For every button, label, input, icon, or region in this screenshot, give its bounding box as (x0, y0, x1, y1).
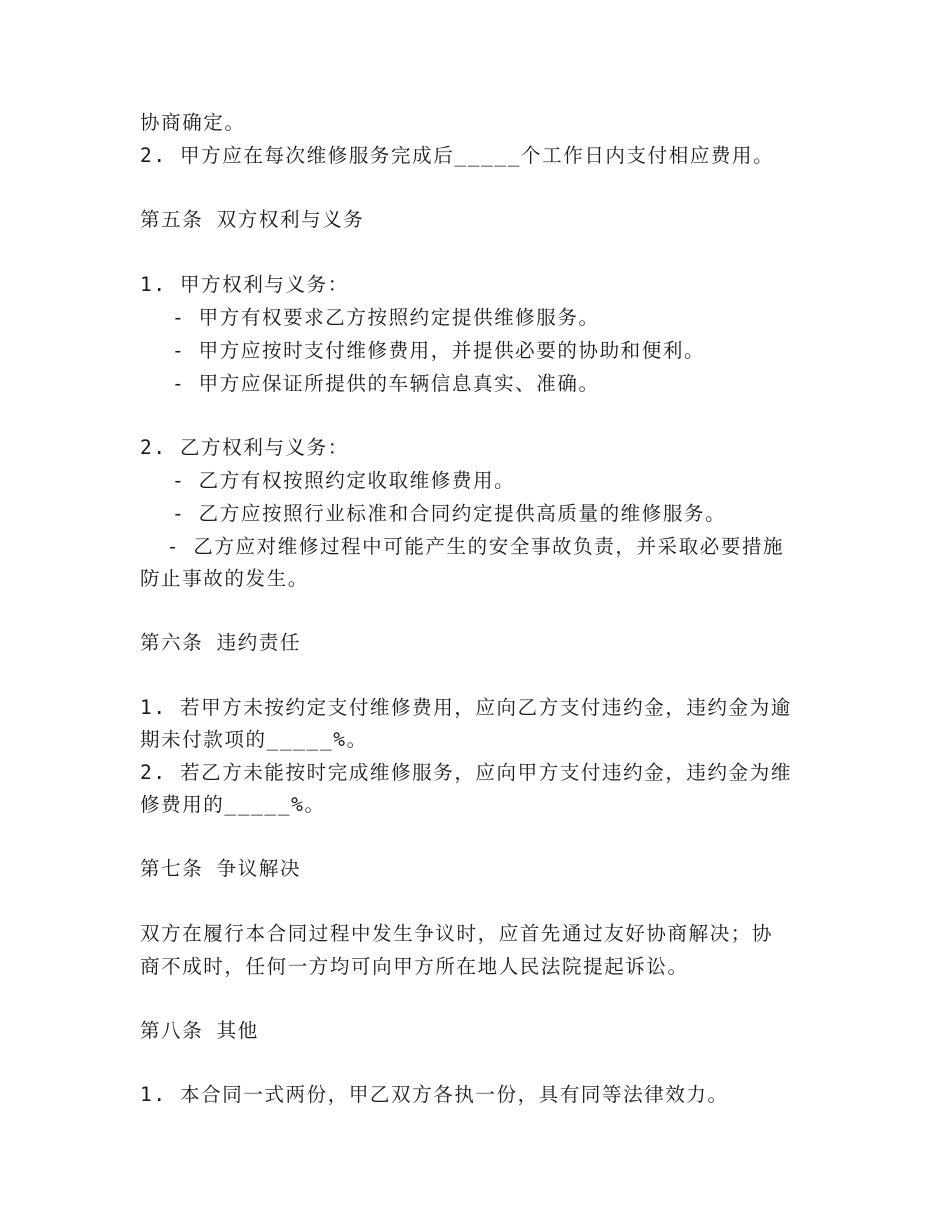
list-item-continuation: 防止事故的发生。 (140, 567, 309, 590)
clause-party-a-rights: 1. 甲方权利与义务： (140, 273, 349, 296)
clause-penalty-party-b: 2. 若乙方未能按时完成维修服务，应向甲方支付违约金，违约金为维 (140, 761, 792, 784)
list-item: - 甲方有权要求乙方按照约定提供维修服务。 (172, 306, 600, 329)
paragraph-text: 商不成时，任何一方均可向甲方所在地人民法院提起诉讼。 (140, 955, 689, 978)
list-item: - 乙方有权按照约定收取维修费用。 (172, 469, 516, 492)
section-heading-article-7: 第七条 争议解决 (140, 857, 302, 880)
list-item: - 甲方应按时支付维修费用，并提供必要的协助和便利。 (172, 339, 706, 362)
paragraph-text: 双方在履行本合同过程中发生争议时，应首先通过友好协商解决；协 (140, 922, 774, 945)
list-item: - 乙方应按照行业标准和合同约定提供高质量的维修服务。 (172, 502, 727, 525)
clause-payment-deadline: 2. 甲方应在每次维修服务完成后_____个工作日内支付相应费用。 (140, 144, 775, 167)
clause-penalty-party-b-cont: 修费用的_____%。 (140, 793, 326, 816)
section-heading-article-6: 第六条 违约责任 (140, 631, 302, 654)
section-heading-article-5: 第五条 双方权利与义务 (140, 208, 365, 231)
clause-copies: 1. 本合同一式两份，甲乙双方各执一份，具有同等法律效力。 (140, 1083, 729, 1106)
paragraph-text: 协商确定。 (140, 111, 246, 134)
list-item: - 甲方应保证所提供的车辆信息真实、准确。 (172, 372, 600, 395)
clause-party-b-rights: 2. 乙方权利与义务： (140, 436, 349, 459)
clause-penalty-party-a-cont: 期未付款项的_____%。 (140, 728, 368, 751)
list-item: - 乙方应对维修过程中可能产生的安全事故负责，并采取必要措施 (140, 535, 785, 558)
section-heading-article-8: 第八条 其他 (140, 1019, 259, 1042)
clause-penalty-party-a: 1. 若甲方未按约定支付维修费用，应向乙方支付违约金，违约金为逾 (140, 696, 792, 719)
